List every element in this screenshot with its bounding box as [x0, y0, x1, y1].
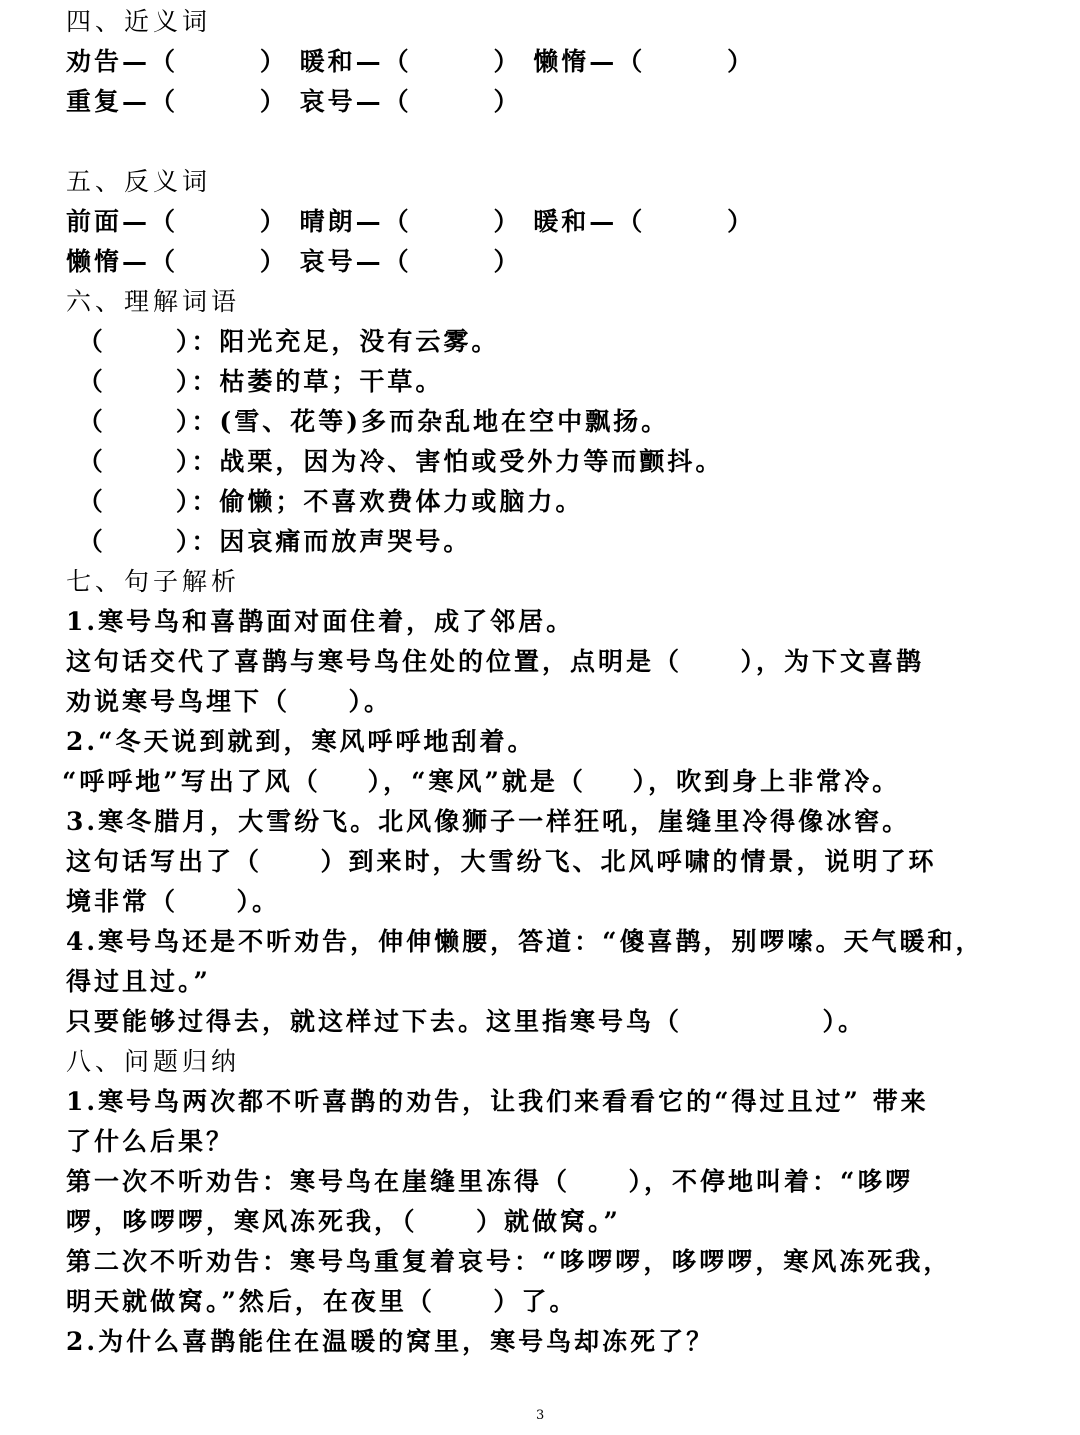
- sentence-4-question: 只要能够过得去，就这样过下去。这里指寒号鸟（ ）。: [66, 1007, 866, 1036]
- definition-item: （ ）：偷懒；不喜欢费体力或脑力。: [66, 487, 584, 516]
- sentence-2-question: “呼呼地”写出了风（ ），“寒风”就是（ ），吹到身上非常冷。: [62, 767, 901, 796]
- sentence-3-question: 这句话写出了（ ）到来时，大雪纷飞、北风呼啸的情景，说明了环: [66, 847, 937, 876]
- sentence-4-cont: 得过且过。”: [66, 967, 211, 996]
- question-1-first-refusal-cont: 啰，哆啰啰，寒风冻死我，（ ）就做窝。”: [66, 1207, 621, 1236]
- question-1: 1.寒号鸟两次都不听喜鹊的劝告，让我们来看看它的“得过且过” 带来: [66, 1087, 929, 1116]
- sentence-1: 1.寒号鸟和喜鹊面对面住着，成了邻居。: [66, 607, 575, 636]
- definition-item: （ ）：(雪、花等)多而杂乱地在空中飘扬。: [66, 407, 670, 436]
- section-heading-antonyms: 五、反义词: [66, 167, 212, 196]
- definition-item: （ ）：战栗，因为冷、害怕或受外力等而颤抖。: [66, 447, 724, 476]
- question-1-cont: 了什么后果？: [66, 1127, 235, 1156]
- sentence-1-question-cont: 劝说寒号鸟埋下（ ）。: [66, 687, 393, 716]
- synonym-row-2: 重复—（ ） 哀号—（ ）: [66, 87, 522, 116]
- synonym-row-1: 劝告—（ ） 暖和—（ ） 懒惰—（ ）: [66, 47, 756, 76]
- section-heading-summary: 八、问题归纳: [66, 1047, 241, 1076]
- page-number: 3: [536, 1408, 545, 1423]
- sentence-3-question-cont: 境非常（ ）。: [66, 887, 281, 916]
- antonym-row-1: 前面—（ ） 晴朗—（ ） 暖和—（ ）: [66, 207, 756, 236]
- question-2: 2.为什么喜鹊能住在温暖的窝里，寒号鸟却冻死了？: [66, 1327, 715, 1356]
- sentence-1-question: 这句话交代了喜鹊与寒号鸟住处的位置，点明是（ ），为下文喜鹊: [66, 647, 925, 676]
- question-1-second-refusal: 第二次不听劝告：寒号鸟重复着哀号：“哆啰啰，哆啰啰，寒风冻死我，: [66, 1247, 952, 1276]
- question-1-second-refusal-cont: 明天就做窝。”然后，在夜里（ ）了。: [66, 1287, 578, 1316]
- section-heading-word-meaning: 六、理解词语: [66, 287, 241, 316]
- antonym-row-2: 懒惰—（ ） 哀号—（ ）: [66, 247, 522, 276]
- definition-item: （ ）：枯萎的草；干草。: [66, 367, 444, 396]
- question-1-first-refusal: 第一次不听劝告：寒号鸟在崖缝里冻得（ ），不停地叫着：“哆啰: [66, 1167, 914, 1196]
- section-heading-sentence-analysis: 七、句子解析: [66, 567, 241, 596]
- definition-item: （ ）：阳光充足，没有云雾。: [66, 327, 500, 356]
- section-heading-synonyms: 四、近义词: [66, 7, 212, 36]
- sentence-2: 2.“冬天说到就到，寒风呼呼地刮着。: [66, 727, 536, 756]
- definition-item: （ ）：因哀痛而放声哭号。: [66, 527, 472, 556]
- sentence-3: 3.寒冬腊月，大雪纷飞。北风像狮子一样狂吼，崖缝里冷得像冰窖。: [66, 807, 911, 836]
- sentence-4: 4.寒号鸟还是不听劝告，伸伸懒腰，答道：“傻喜鹊，别啰嗦。天气暖和，: [66, 927, 984, 956]
